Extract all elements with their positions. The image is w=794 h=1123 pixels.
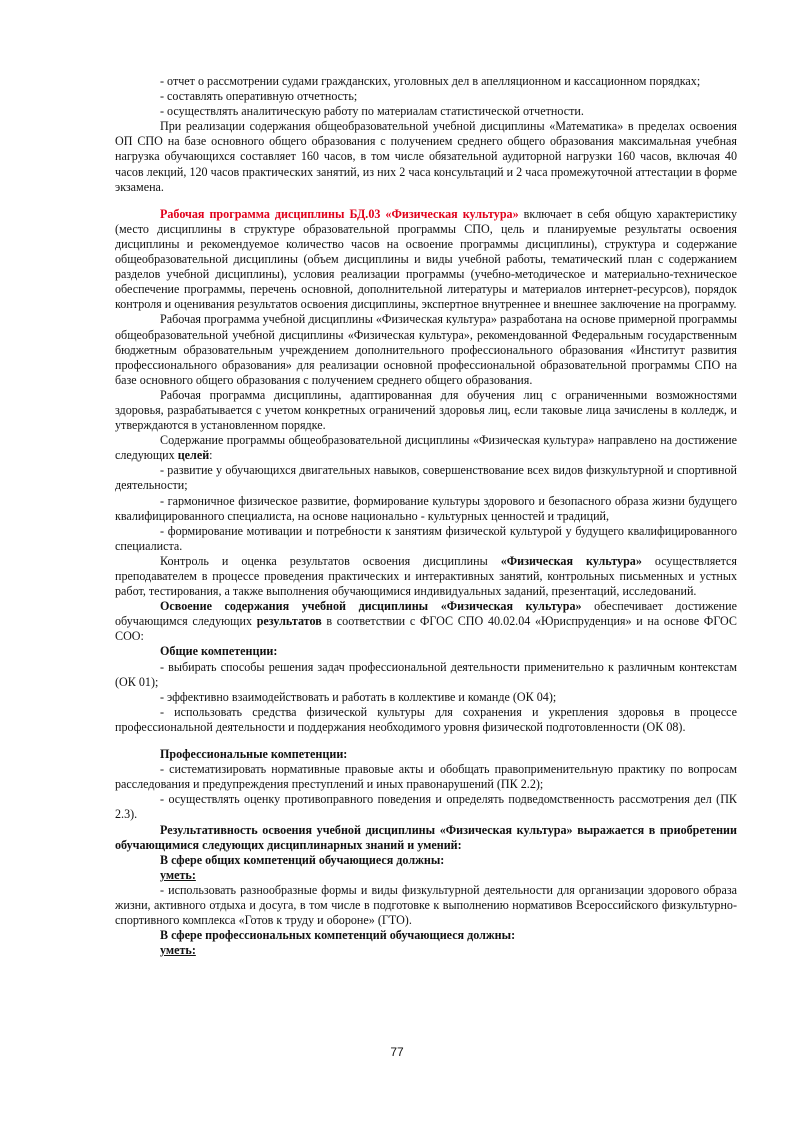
- list-item: - гармоничное физическое развитие, формирование культуры здорового и безопасного образа жизни будущего квалифицированного специалиста, на основе национально - культурных ценностей и традиций,: [115, 493, 737, 523]
- text: обеспечивает достижение обучающимся следующих: [115, 599, 737, 629]
- list-item: - использовать средства физической культуры для сохранения и укрепления здоровья в процессе профессиональной деятельности и поддержания необходимого уровня физической подготовленности (ОК 08).: [115, 704, 737, 734]
- paragraph: - составлять оперативную отчетность;: [160, 89, 358, 104]
- text: осуществляется преподавателем в процессе проведения практических и интерактивных занятий, контрольных письменных и устных работ, тестирования, а также выполнения обучающимися индивидуальных заданий, презентаций, исследований.: [115, 553, 737, 599]
- text-bold: Освоение содержания учебной дисциплины «Физическая культура»: [160, 599, 582, 614]
- paragraph-results: [115, 599, 737, 644]
- text-underlined: уметь:: [160, 943, 196, 958]
- heading-professional-competencies: Профессиональные компетенции:: [160, 747, 348, 762]
- list-item: - эффективно взаимодействовать и работать в коллективе и команде (ОК 04);: [160, 689, 557, 704]
- list-item: - систематизировать нормативные правовые акты и обобщать правоприменительную практику по вопросам расследования и предупреждения преступлений и иных правонарушений (ПК 2.2);: [115, 762, 737, 792]
- paragraph: Рабочая программа дисциплины, адаптированная для обучения лиц с ограниченными возможностями здоровья, разрабатывается с учетом конкретных ограничений здоровья лиц, если таковые лица зачислены в колледж, и утверждаются в установленном порядке.: [115, 387, 737, 433]
- text-bold: целей: [177, 448, 210, 463]
- page-number: 77: [390, 1045, 404, 1059]
- list-item: - использовать разнообразные формы и виды физкультурной деятельности для организации здорового образа жизни, активного отдыха и досуга, в том числе в подготовке к выполнению нормативов Всероссийского физкультурно-спортивного комплекса «Готов к труду и обороне» (ГТО).: [115, 882, 737, 928]
- skills-heading: [115, 868, 737, 883]
- work-program-title: Рабочая программа дисциплины БД.03 «Физическая культура»: [160, 206, 519, 221]
- text: Контроль и оценка результатов освоения дисциплины: [160, 553, 501, 568]
- text: в соответствии с ФГОС СПО 40.02.04 «Юриспруденция» и на основе ФГОС СОО:: [115, 614, 737, 644]
- document-page: [115, 74, 737, 958]
- heading-general-sphere: В сфере общих компетенций обучающиеся должны:: [160, 852, 445, 867]
- text-bold: результатов: [256, 614, 322, 629]
- paragraph-control: [115, 554, 737, 599]
- work-program-text: включает в себя общую характеристику (место дисциплины в структуре образовательной программы СПО, цель и планируемые результаты освоения дисциплины и рекомендуемое количество часов на освоение программы дисциплины), структура и содержание общеобразовательной дисциплины (объем дисциплины и виды учебной работы, тематический план с содержанием разделов учебной дисциплины), условия реализации программы (учебно-методическое и материально-техническое обеспечение программы, перечень основной, дополнительной литературы и материалов интернет-ресурсов), порядок контроля и оценивания результатов освоения дисциплины, экспертное внутреннее и внешнее заключение на программу.: [115, 206, 737, 312]
- list-item: - осуществлять оценку противоправного поведения и определять подведомственность рассмотрения дел (ПК 2.3).: [115, 792, 737, 822]
- list-item: - выбирать способы решения задач профессиональной деятельности применительно к различным контекстам (ОК 01);: [115, 659, 737, 689]
- paragraph-goals: [115, 433, 737, 463]
- paragraph-effectiveness: Результативность освоения учебной дисциплины «Физическая культура» выражается в приобретении обучающимися следующих дисциплинарных знаний и умений:: [115, 822, 737, 852]
- paragraph-work-program: [115, 207, 737, 313]
- text: :: [209, 448, 213, 463]
- list-item: - развитие у обучающихся двигательных навыков, совершенствование всех видов физкультурной и спортивной деятельности;: [115, 463, 737, 493]
- heading-general-competencies: Общие компетенции:: [160, 644, 278, 659]
- paragraph: - осуществлять аналитическую работу по материалам статистической отчетности.: [160, 104, 584, 119]
- text: Содержание программы общеобразовательной дисциплины «Физическая культура» направлено на достижение следующих: [115, 433, 737, 463]
- paragraph: Рабочая программа учебной дисциплины «Физическая культура» разработана на основе примерной программы общеобразовательной учебной дисциплины «Физическая культура», рекомендованной Федеральным государственным бюджетным образовательным учреждением дополнительного профессионального образования «Институт развития профессионального образования» для реализации основной профессиональной образовательной программы СПО на базе основного общего образования с получением среднего общего образования.: [115, 312, 737, 387]
- text-bold: «Физическая культура»: [500, 553, 642, 568]
- paragraph: - отчет о рассмотрении судами гражданских, уголовных дел в апелляционном и кассационном порядках;: [160, 74, 701, 88]
- skills-heading: [115, 943, 737, 958]
- paragraph-math: При реализации содержания общеобразовательной учебной дисциплины «Математика» в пределах освоения ОП СПО на базе основного общего образования с получением среднего общего образования максимальная учебная нагрузка обучающихся составляет 160 часов, в том числе обязательной аудиторной нагрузки 160 часов, включая 40 часов лекций, 120 часов практических занятий, из них 2 часа консультаций и 2 часа промежуточной аттестации в форме экзамена.: [115, 119, 737, 194]
- list-item: - формирование мотивации и потребности к занятиям физической культурой у будущего квалифицированного специалиста.: [115, 523, 737, 553]
- text-underlined: уметь:: [160, 867, 196, 882]
- heading-professional-sphere: В сфере профессиональных компетенций обучающиеся должны:: [160, 928, 516, 943]
